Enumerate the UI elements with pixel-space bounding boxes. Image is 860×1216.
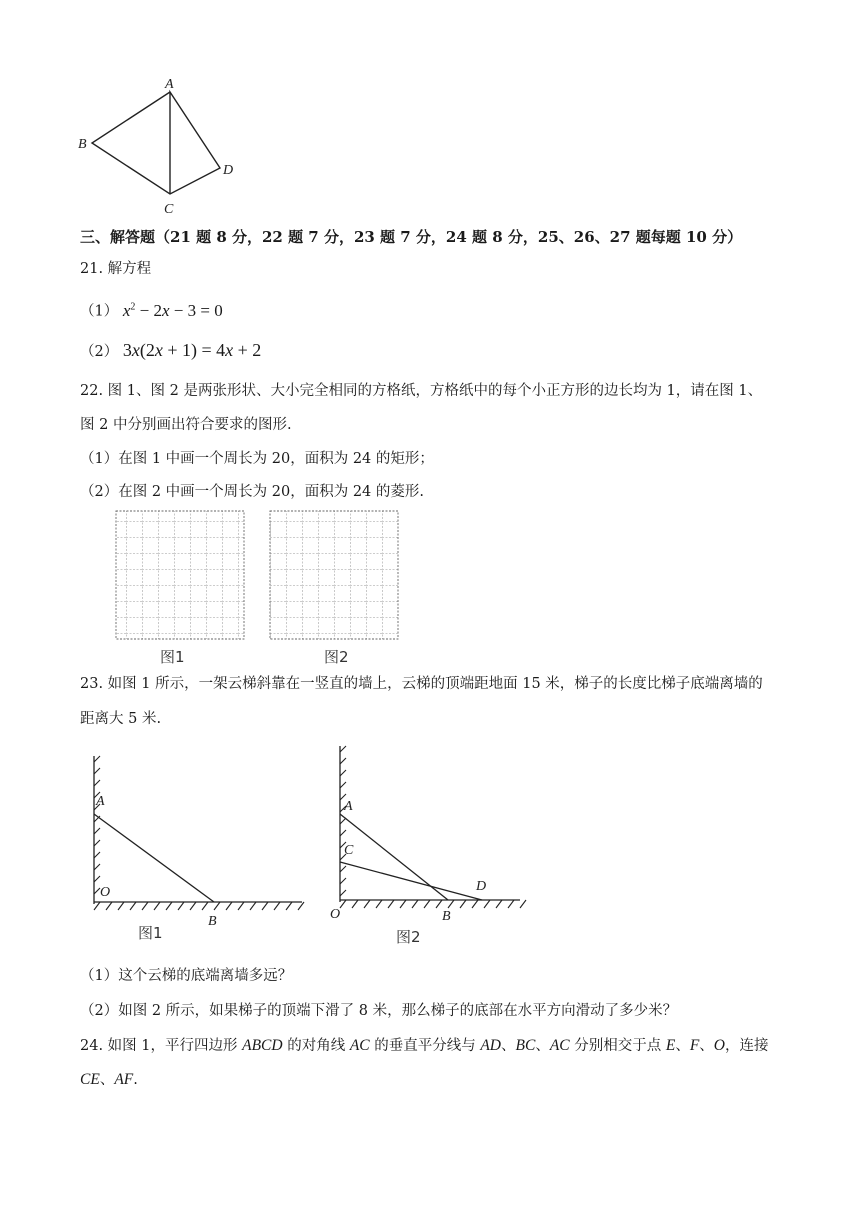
var-af: AF [114,1071,134,1088]
label-b: B [78,137,87,152]
var-ce: CE [80,1071,100,1088]
ladder-ab [94,814,214,902]
ladder-figure-1 [76,752,312,948]
q22-part1: （1）在图 1 中画一个周长为 20，面积为 24 的矩形； [80,451,434,467]
q24-stem-line2 [80,1070,138,1090]
fig2-caption: 图2 [396,928,421,946]
label-d: D [223,163,234,178]
q24-text: 24. 如图 1，平行四边形 [80,1038,243,1054]
ladder-figure-2 [324,742,530,950]
q22-stem-line1: 22. 图 1、图 2 是两张形状、大小完全相同的方格纸，方格纸中的每个小正方形的边长均为 1，请在图 1、 [80,383,763,399]
q21-part1-num: （1） [80,303,119,320]
q24-text: ，连接 [725,1038,769,1054]
label-c: C [164,202,174,217]
grid-caption-2: 图2 [324,648,349,666]
quadrilateral-figure [70,72,250,218]
label-a: A [344,799,353,814]
q21-stem: 21. 解方程 [80,261,152,277]
q23-stem-line1: 23. 如图 1 所示，一架云梯斜靠在一竖直的墙上，云梯的顶端距地面 15 米，梯子的长度比梯子底端离墙的 [80,676,763,692]
q21-part2 [80,340,261,362]
grid-1 [116,511,244,639]
label-d: D [476,879,487,894]
var-e: E [665,1037,676,1054]
grid-paper-figures [110,505,410,670]
ground-hatching [94,902,304,910]
section-heading: 三、解答题（21 题 8 分，22 题 7 分，23 题 7 分，24 题 8 分，25、26、27 题每题 10 分） [80,228,743,246]
q23-part2: （2）如图 2 所示，如果梯子的顶端下滑了 8 米，那么梯子的底部在水平方向滑动了多少米？ [80,1003,678,1019]
var-bc: BC [515,1037,536,1054]
q24-text: 分别相交于点 [569,1038,666,1054]
var-f: F [689,1037,700,1054]
q24-stem-line1 [80,1036,769,1056]
grid-2 [270,511,398,639]
var-abcd: ABCD [242,1037,283,1054]
q22-stem-line2: 图 2 中分别画出符合要求的图形. [80,417,292,433]
q24-text: 、 [501,1038,516,1054]
var-ad: AD [480,1037,502,1054]
var-o: O [713,1037,725,1054]
label-c: C [344,843,354,858]
q24-text: 、 [535,1038,550,1054]
label-a: A [165,77,174,92]
q24-text: 、 [699,1038,714,1054]
label-b: B [442,909,451,924]
q24-text: . [133,1072,138,1088]
q24-text: 的垂直平分线与 [369,1038,481,1054]
fig1-caption: 图1 [138,924,163,942]
q23-stem-line2: 距离大 5 米. [80,711,162,727]
grid-caption-1: 图1 [160,648,185,666]
q21-equation-2: 3x(2x + 1) = 4x + 2 [122,340,262,360]
q21-part1 [80,297,223,322]
quad-outline [92,92,220,194]
q22-part2: （2）在图 2 中画一个周长为 20，面积为 24 的菱形. [80,484,425,500]
label-o: O [100,885,111,900]
label-b: B [208,914,217,929]
ground-hatching [340,900,526,908]
wall-hatching [340,746,346,896]
label-a: A [96,794,105,809]
q21-equation-1: $x^2 - 2x - 3 = 0$ [122,300,223,320]
q23-part1: （1）这个云梯的底端离墙多远？ [80,968,293,984]
q24-text: 、 [675,1038,690,1054]
ladder-cd [340,862,482,900]
label-o: O [330,907,341,922]
q21-part2-num: （2） [80,344,119,360]
q24-text: 、 [99,1072,115,1088]
wall-hatching [94,756,100,894]
var-ac: AC [349,1037,370,1054]
var-ac: AC [549,1037,570,1054]
q24-text: 的对角线 [282,1038,350,1054]
